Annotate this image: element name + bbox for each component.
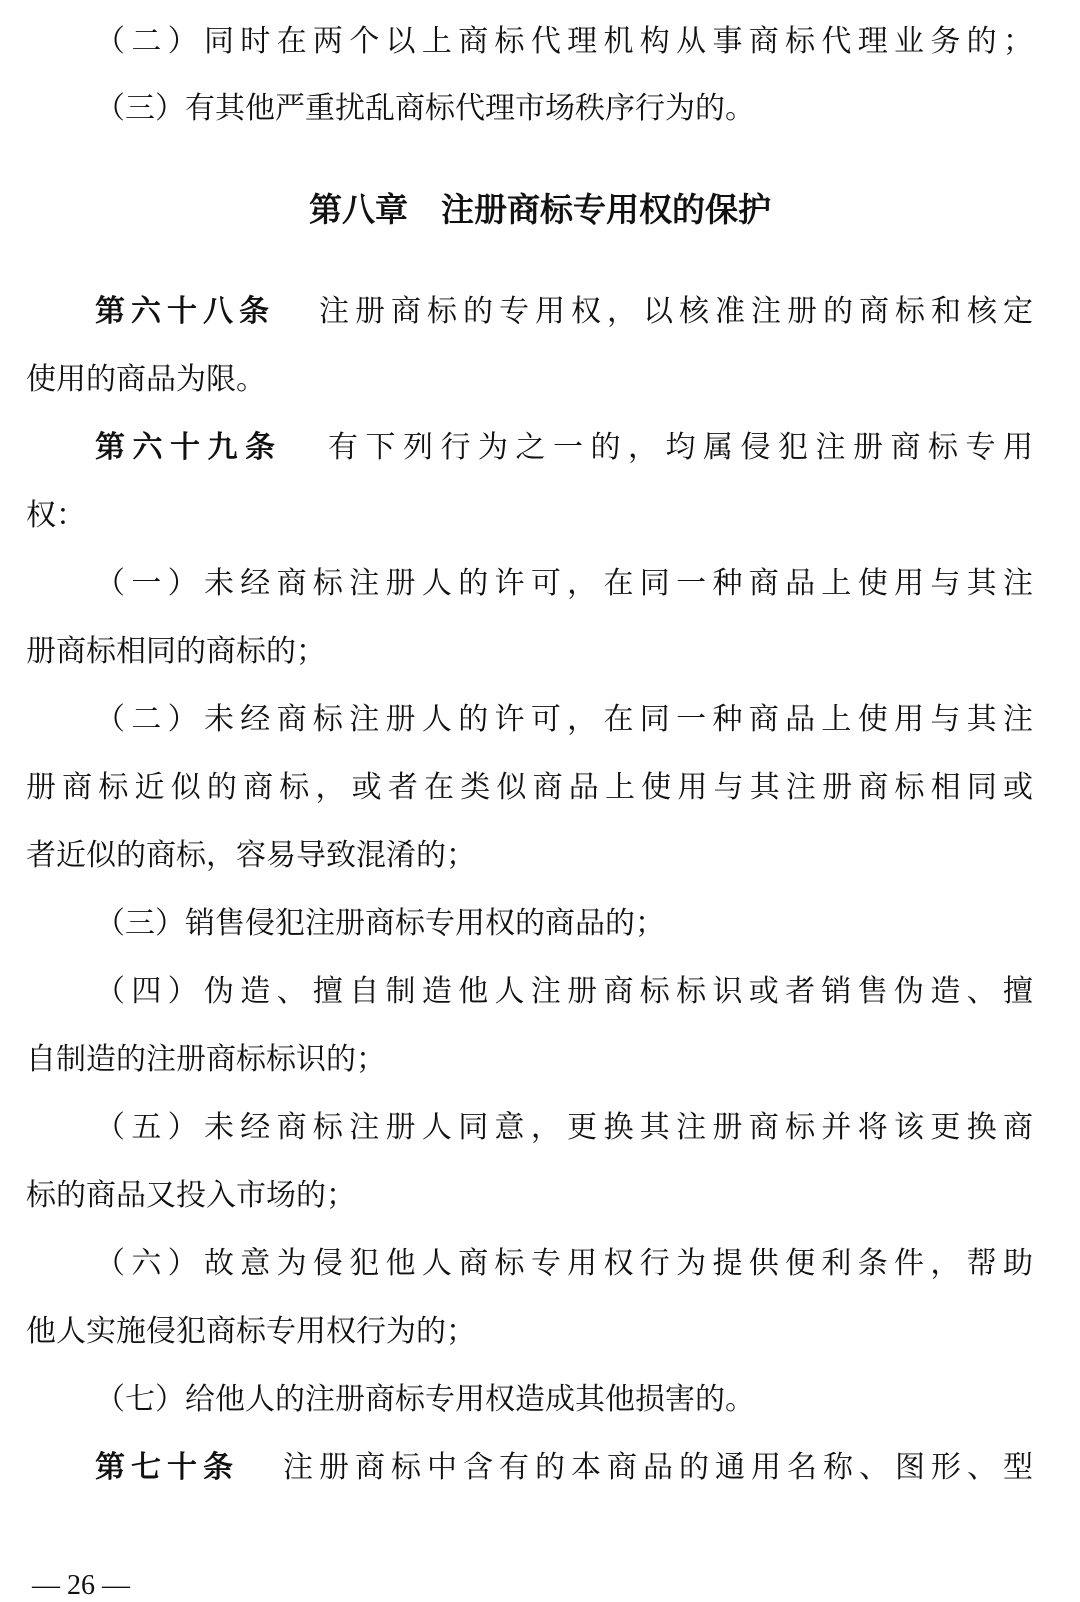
article-70-first-line (0, 1448, 1033, 1488)
article-text-continuation: 使用的商品为限。 (26, 362, 266, 397)
list-item: （一）未经商标注册人的许可，在同一种商品上使用与其注 (95, 566, 1033, 601)
list-item: （四）伪造、擅自制造他人注册商标标识或者销售伪造、擅 (95, 974, 1033, 1009)
list-item: （二）未经商标注册人的许可，在同一种商品上使用与其注 (95, 702, 1033, 737)
article-69-first-line (0, 428, 1033, 468)
list-item: （三）销售侵犯注册商标专用权的商品的； (95, 906, 665, 941)
list-item-continuation: 标的商品又投入市场的； (26, 1178, 356, 1213)
article-label: 第七十条 (95, 1450, 239, 1485)
list-item-continuation: 册商标近似的商标，或者在类似商品上使用与其注册商标相同或 (26, 770, 1033, 805)
list-item-continuation: 他人实施侵犯商标专用权行为的； (26, 1314, 476, 1349)
list-item: （七）给他人的注册商标专用权造成其他损害的。 (95, 1382, 755, 1417)
article-68-first-line (0, 292, 1033, 332)
list-item: （三）有其他严重扰乱商标代理市场秩序行为的。 (95, 91, 755, 126)
article-label: 第六十八条 (95, 294, 275, 329)
article-text: 有下列行为之一的，均属侵犯注册商标专用 (320, 430, 1033, 465)
article-text: 注册商标的专用权，以核准注册的商标和核定 (313, 294, 1033, 329)
list-item: （六）故意为侵犯他人商标专用权行为提供便利条件，帮助 (95, 1246, 1033, 1281)
list-item: （五）未经商标注册人同意，更换其注册商标并将该更换商 (95, 1110, 1033, 1145)
list-item: （二）同时在两个以上商标代理机构从事商标代理业务的； (95, 24, 1033, 59)
chapter-title: 第八章 注册商标专用权的保护 (309, 190, 771, 229)
list-item-continuation: 册商标相同的商标的； (26, 634, 326, 669)
article-text: 注册商标中含有的本商品的通用名称、图形、型 (277, 1450, 1033, 1485)
page-number: — 26 — (32, 1570, 130, 1601)
list-item-continuation: 者近似的商标，容易导致混淆的； (26, 838, 476, 873)
list-item-continuation: 自制造的注册商标标识的； (26, 1042, 386, 1077)
article-label: 第六十九条 (95, 430, 283, 465)
article-text-continuation: 权： (26, 498, 86, 533)
